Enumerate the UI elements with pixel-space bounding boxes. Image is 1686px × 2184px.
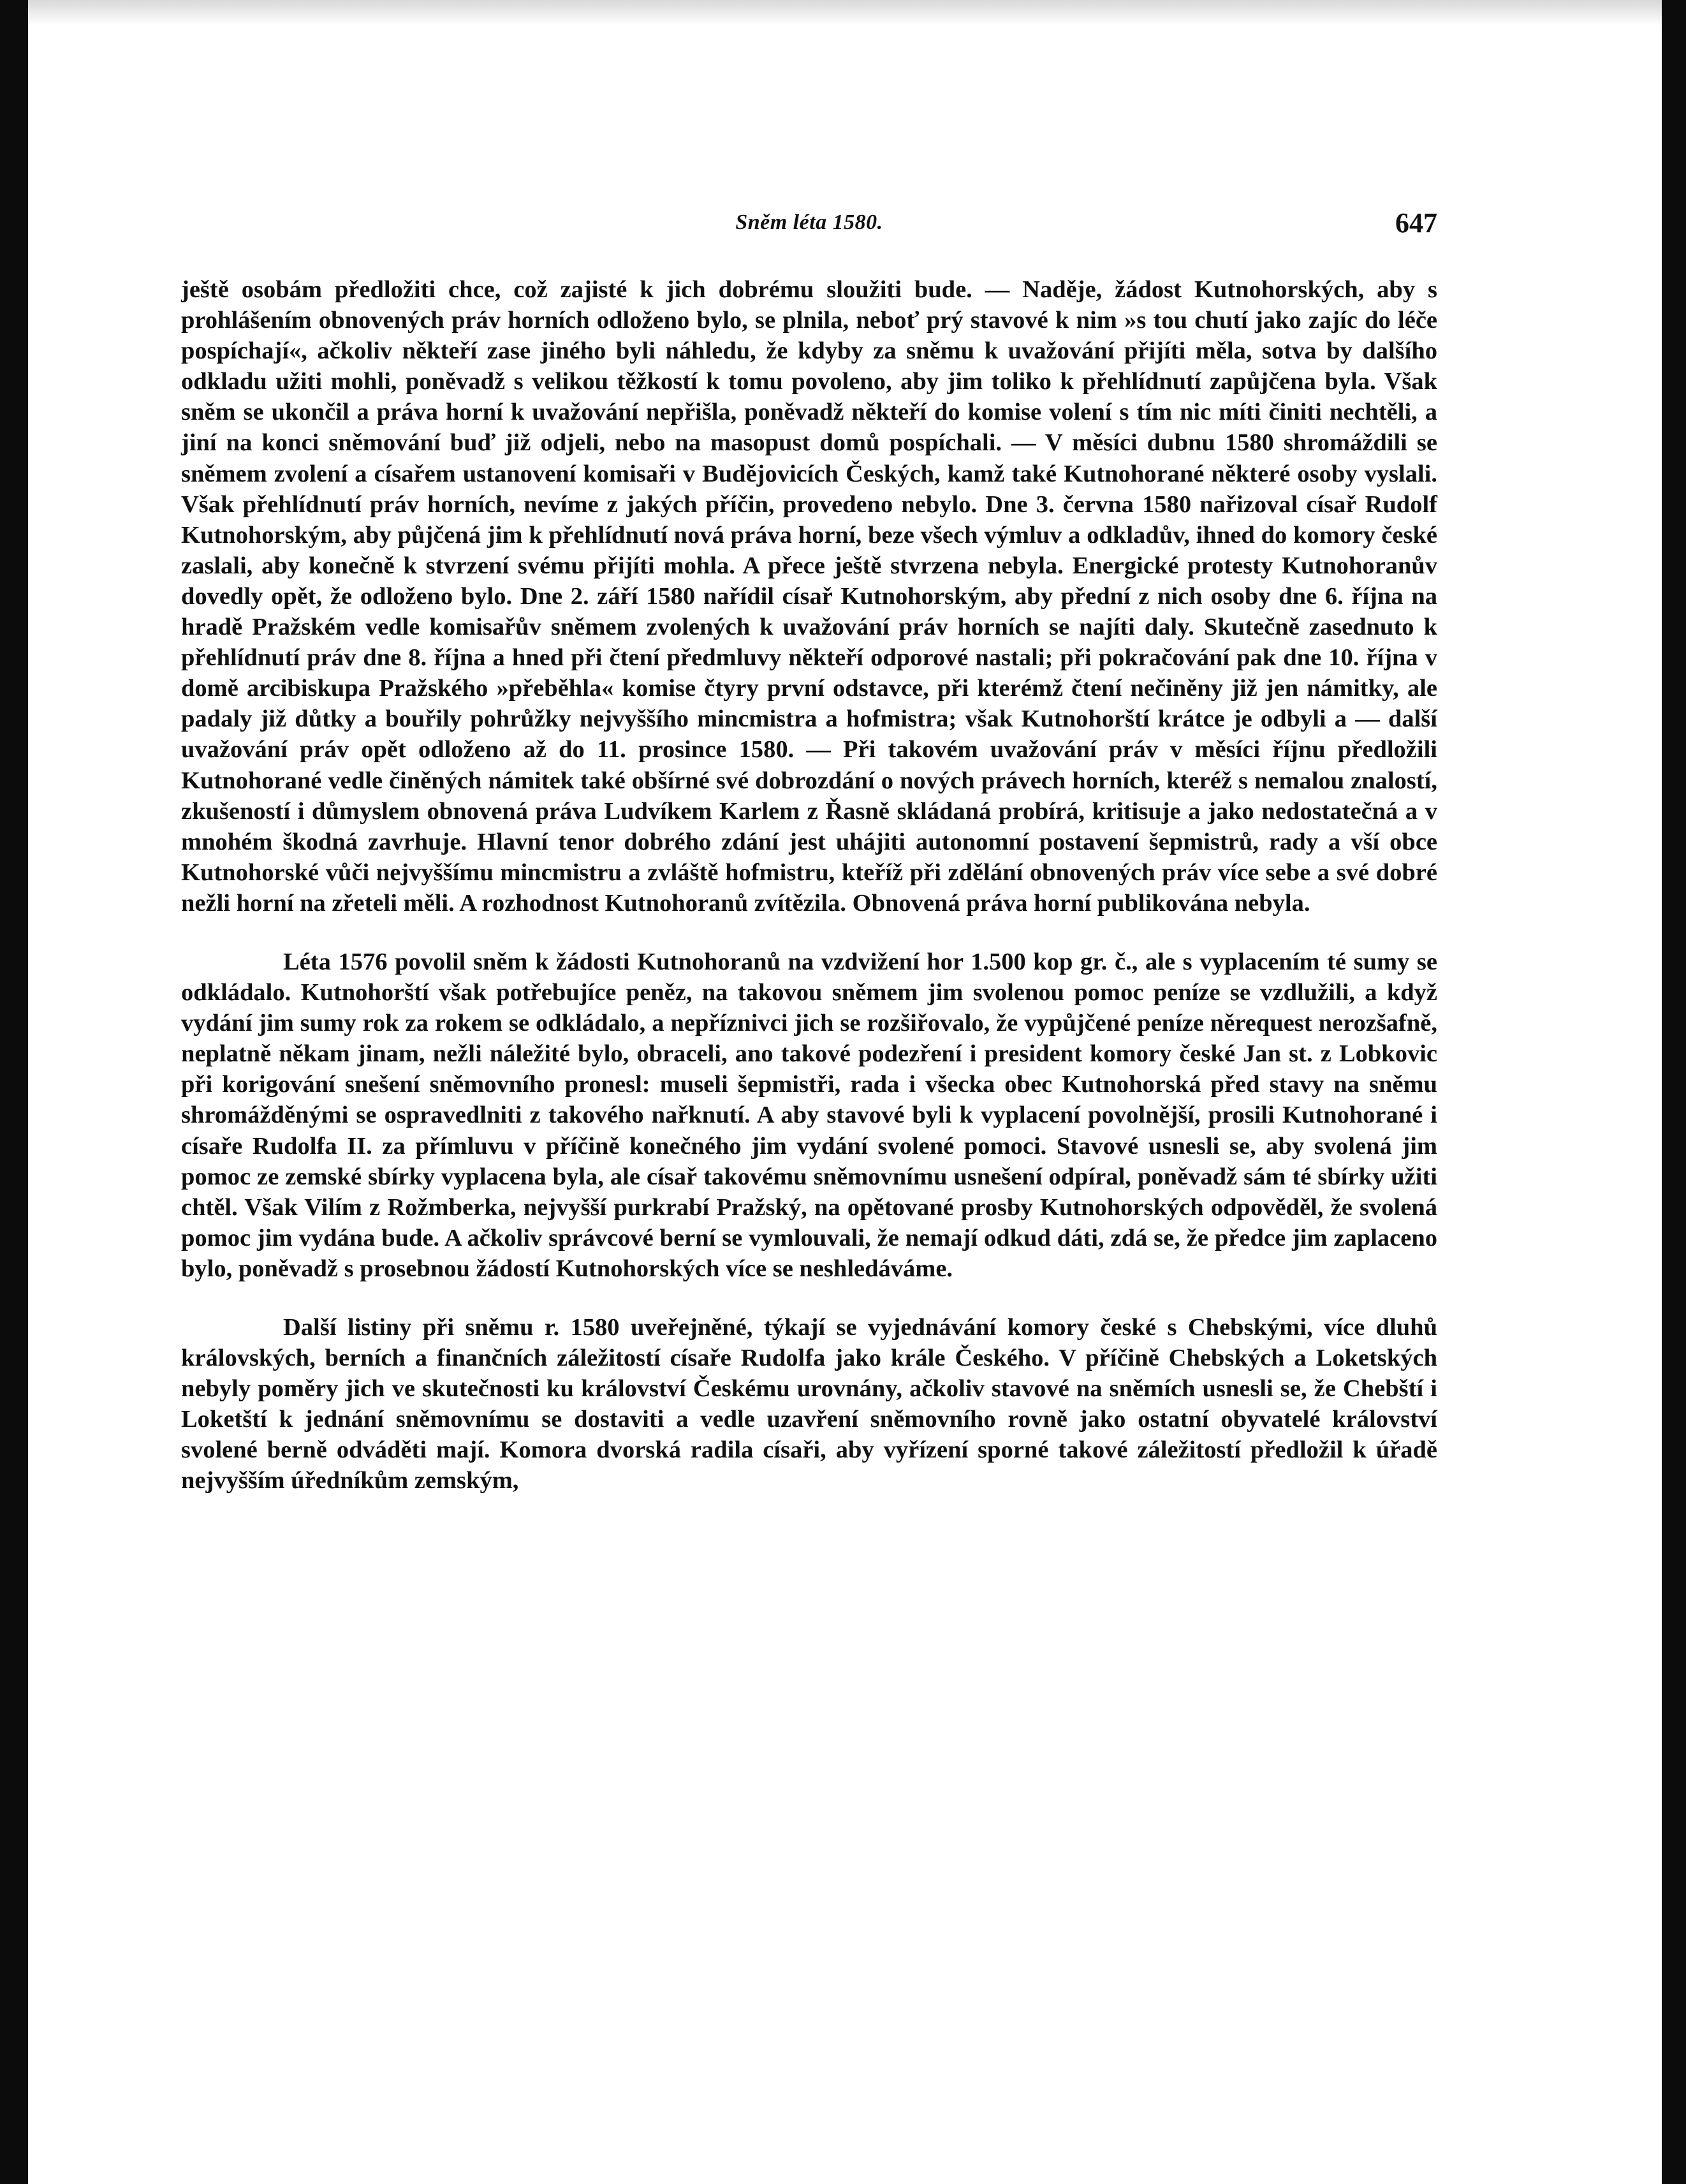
running-title: Sněm léta 1580. [735, 210, 883, 234]
paragraph-documents: Další listiny při sněmu r. 1580 uveřejněné, týkají se vyjednávání komory české s Chebskými, více dluhů královských, berních a finančních záležitostí císaře Rudolfa jako krále Českého. V příčině Chebských a Loketských nebyly poměry jich ve skutečnosti ku království Českému urovnány, ačkoliv stavové na sněmích usnesli se, že Chebští i Loketští k jednání sněmovnímu se dostaviti a vedle uzavření sněmovního rovně jako ostatní obyvatelé království svolené berně odváděti mají. Komora dvorská radila císaři, aby vyřízení sporné takové záležitostí předložil k úřadě nejvyšším úředníkům zemským, [181, 1314, 1437, 1494]
paragraph-subsidy: Léta 1576 povolil sněm k žádosti Kutnohoranů na vzdvižení hor 1.500 kop gr. č., ale s vyplacením té sumy se odkládalo. Kutnohorští však potřebujíce peněz, na takovou sněmem jim svolenou pomoc peníze se vzdlužili, a když vydání jim sumy rok za rokem se odkládalo, a nepříznivci jich se rozšiřovalo, že vypůjčené peníze něrequest nerozšafně, neplatně někam jinam, nežli náležité bylo, obraceli, ano takové podezření i president komory české Jan st. z Lobkovic při korigování snešení sněmovního pronesl: museli šepmistři, rada i všecka obec Kutnohorská před stavy na sněmu shromážděnými se ospravedlniti z takového nařknutí. A aby stavové byli k vyplacení povolnější, prosili Kutnohorané i císaře Rudolfa II. za přímluvu v příčině konečného jim vydání svolené pomoci. Stavové usnesli se, aby svolená jim pomoc ze zemské sbírky vyplacena byla, ale císař takovému sněmovnímu usnešení odpíral, poněvadž sám té sbírky užiti chtěl. Však Vilím z Rožmberka, nejvyšší purkrabí Pražský, na opětované prosby Kutnohorských odpověděl, že svolená pomoc jim vydána bude. A ačkoliv správcové berní se vymlouvali, že nemají odkud dáti, zdá se, že předce jim zaplaceno bylo, poněvadž s prosebnou žádostí Kutnohorských více se neshledáváme. [181, 948, 1437, 1282]
page-number: 647 [1395, 207, 1437, 239]
paragraph-mining-law: ještě osobám předložiti chce, což zajisté k jich dobrému sloužiti bude. — Naděje, žádost Kutnohorských, aby s prohlášením obnovených práv horních odloženo bylo, se plnila, neboť prý stavové k nim »s tou chutí jako zajíc do léče pospíchají«, ačkoliv někteří zase jiného byli náhledu, že kdyby za sněmu k uvažování přijíti měla, sotva by dalšího odkladu užiti mohli, poněvadž s velikou těžkostí k tomu povoleno, aby jim toliko k přehlídnutí zapůjčena byla. Však sněm se ukončil a práva horní k uvažování nepřišla, poněvadž někteří do komise volení s tím nic míti činiti nechtěli, a jiní na konci sněmování buď již odjeli, nebo na masopust domů pospíchali. — V měsíci dubnu 1580 shromáždili se sněmem zvolení a císařem ustanovení komisaři v Budějovicích Českých, kamž také Kutnohorané některé osoby vyslali. Však přehlídnutí práv horních, nevíme z jakých příčin, provedeno nebylo. Dne 3. června 1580 nařizoval císař Rudolf Kutnohorským, aby půjčená jim k přehlídnutí nová práva horní, beze všech výmluv a odkladův, ihned do komory české zaslali, aby konečně k stvrzení svému přijíti mohla. A přece ještě stvrzena nebyla. Energické protesty Kutnohoranův dovedly opět, že odloženo bylo. Dne 2. září 1580 nařídil císař Kutnohorským, aby přední z nich osoby dne 6. října na hradě Pražském vedle komisařův sněmem zvolených k uvažování práv horních se najíti daly. Skutečně zasednuto k přehlídnutí práv dne 8. října a hned při čtení předmluvy někteří odporové nastali; při pokračování pak dne 10. října v domě arcibiskupa Pražského »přeběhla« komise čtyry první odstavce, při kterémž čtení nečiněny již jen námitky, ale padaly již důtky a bouřily pohrůžky nejvyššího mincmistra a hofmistra; však Kutnohorští krátce je odbyli a — další uvažování práv opět odloženo až do 11. prosince 1580. — Při takovém uvažování práv v měsíci říjnu předložili Kutnohorané vedle činěných námitek také obšírné své dobrozdání o nových právech horních, kteréž s nemalou znalostí, zkušeností i důmyslem obnovená práva Ludvíkem Karlem z Řasně skládaná probírá, kritisuje a jako nedostatečná a v mnohém škodná zavrhuje. Hlavní tenor dobrého zdání jest uhájiti autonomní postavení šepmistrů, rady a vší obce Kutnohorské vůči nejvyššímu mincmistru a zvláště hofmistru, kteříž při zdělání obnovených práv více sebe a své dobré nežli horní na zřeteli měli. A rozhodnost Kutnohoranů zvítězila. Obnovená práva horní publikována nebyla. [181, 276, 1437, 917]
scan-border-right [1662, 0, 1686, 2184]
scan-shadow-top [28, 0, 1662, 26]
scan-border-left [0, 0, 28, 2184]
running-head [181, 202, 1437, 249]
document-page [181, 202, 1437, 1496]
